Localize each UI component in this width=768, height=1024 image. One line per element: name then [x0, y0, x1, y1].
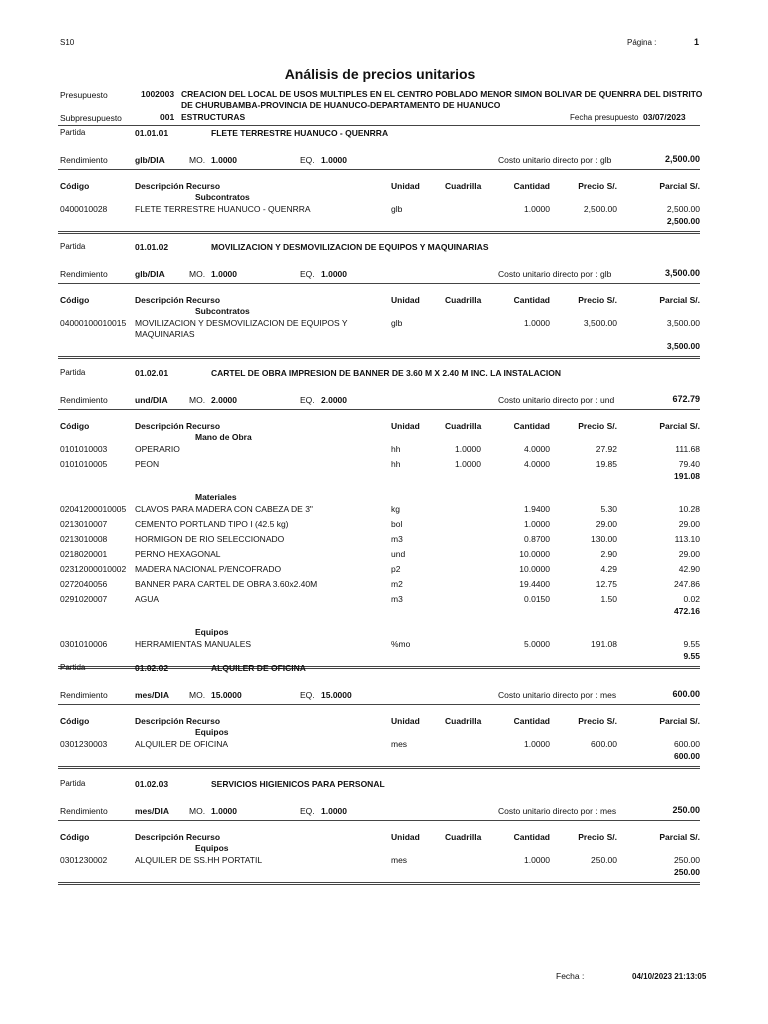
costo-unitario-label: Costo unitario directo por : mes: [498, 806, 617, 816]
group-title: Subcontratos: [195, 306, 250, 316]
resource-code: 0301010006: [60, 639, 108, 649]
partida-name: SERVICIOS HIGIENICOS PARA PERSONAL: [211, 779, 385, 789]
mo-value: 1.0000: [211, 155, 237, 165]
resource-cantidad: 1.0000: [524, 204, 550, 214]
resource-precio: 3,500.00: [583, 318, 617, 328]
resource-cantidad: 1.0000: [524, 519, 550, 529]
eq-label: EQ.: [300, 395, 315, 405]
resource-parcial: 2,500.00: [666, 204, 700, 214]
col-parcial: Parcial S/.: [659, 421, 700, 431]
eq-value: 2.0000: [321, 395, 347, 405]
col-cuadrilla: Cuadrilla: [445, 832, 482, 842]
col-codigo: Código: [60, 832, 90, 842]
footer-fecha: 04/10/2023 21:13:05: [632, 972, 707, 981]
section-divider: [58, 283, 700, 284]
col-codigo: Código: [60, 421, 90, 431]
col-unidad: Unidad: [391, 295, 420, 305]
page-label: Página :: [627, 38, 657, 47]
resource-unit: m3: [391, 534, 403, 544]
partida-code: 01.02.01: [135, 368, 169, 378]
rendimiento-unit: und/DIA: [135, 395, 168, 405]
resource-precio: 19.85: [595, 459, 617, 469]
resource-parcial: 9.55: [683, 639, 700, 649]
resource-precio: 4.29: [600, 564, 617, 574]
col-codigo: Código: [60, 295, 90, 305]
col-cuadrilla: Cuadrilla: [445, 295, 482, 305]
resource-description-cont: MAQUINARIAS: [135, 329, 195, 339]
group-title: Equipos: [195, 727, 229, 737]
fecha-presupuesto: 03/07/2023: [643, 112, 686, 122]
col-precio: Precio S/.: [578, 716, 617, 726]
resource-unit: bol: [391, 519, 403, 529]
resource-cantidad: 1.0000: [524, 855, 550, 865]
mo-label: MO.: [189, 806, 206, 816]
resource-code: 0101010005: [60, 459, 108, 469]
resource-cantidad: 1.0000: [524, 739, 550, 749]
report-code: S10: [60, 38, 75, 47]
partida-divider: [58, 356, 700, 359]
resource-code: 0272040056: [60, 579, 108, 589]
col-cantidad: Cantidad: [513, 295, 550, 305]
col-codigo: Código: [60, 716, 90, 726]
costo-unitario-label: Costo unitario directo por : mes: [498, 690, 617, 700]
resource-unit: und: [391, 549, 406, 559]
resource-description: MOVILIZACION Y DESMOVILIZACION DE EQUIPOS Y: [135, 318, 348, 328]
group-title: Mano de Obra: [195, 432, 252, 442]
resource-precio: 12.75: [595, 579, 617, 589]
subpresupuesto-description: ESTRUCTURAS: [181, 112, 246, 122]
resource-cantidad: 4.0000: [524, 444, 550, 454]
rendimiento-unit: glb/DIA: [135, 269, 165, 279]
resource-unit: hh: [391, 444, 401, 454]
presupuesto-label: Presupuesto: [60, 90, 108, 100]
presupuesto-code: 1002003: [141, 89, 175, 99]
fecha-presupuesto-label: Fecha presupuesto: [570, 113, 639, 122]
col-parcial: Parcial S/.: [659, 716, 700, 726]
col-unidad: Unidad: [391, 421, 420, 431]
resource-parcial: 29.00: [678, 519, 700, 529]
mo-value: 15.0000: [211, 690, 242, 700]
section-divider: [58, 169, 700, 170]
resource-description: CLAVOS PARA MADERA CON CABEZA DE 3": [135, 504, 313, 514]
resource-unit: glb: [391, 318, 403, 328]
group-subtotal: 472.16: [674, 606, 700, 616]
resource-cantidad: 10.0000: [519, 564, 550, 574]
resource-description: HERRAMIENTAS MANUALES: [135, 639, 252, 649]
group-title: Equipos: [195, 843, 229, 853]
mo-value: 1.0000: [211, 269, 237, 279]
resource-precio: 1.50: [600, 594, 617, 604]
col-codigo: Código: [60, 181, 90, 191]
resource-precio: 600.00: [591, 739, 617, 749]
mo-label: MO.: [189, 155, 206, 165]
eq-label: EQ.: [300, 806, 315, 816]
resource-description: ALQUILER DE SS.HH PORTATIL: [135, 855, 263, 865]
resource-cantidad: 10.0000: [519, 549, 550, 559]
col-precio: Precio S/.: [578, 295, 617, 305]
partida-label: Partida: [60, 242, 86, 251]
resource-cuadrilla: 1.0000: [455, 444, 481, 454]
rendimiento-label: Rendimiento: [60, 806, 108, 816]
col-precio: Precio S/.: [578, 421, 617, 431]
resource-parcial: 113.10: [674, 534, 700, 544]
resource-description: ALQUILER DE OFICINA: [135, 739, 229, 749]
col-descripcion: Descripción Recurso: [135, 832, 221, 842]
col-descripcion: Descripción Recurso: [135, 421, 221, 431]
col-parcial: Parcial S/.: [659, 181, 700, 191]
col-unidad: Unidad: [391, 716, 420, 726]
eq-value: 1.0000: [321, 155, 347, 165]
eq-value: 1.0000: [321, 806, 347, 816]
resource-unit: m2: [391, 579, 403, 589]
page-title: Análisis de precios unitarios: [284, 66, 476, 82]
group-subtotal: 600.00: [674, 751, 700, 761]
resource-code: 0101010003: [60, 444, 108, 454]
resource-unit: glb: [391, 204, 403, 214]
rendimiento-label: Rendimiento: [60, 690, 108, 700]
col-cantidad: Cantidad: [513, 181, 550, 191]
resource-description: OPERARIO: [135, 444, 180, 454]
resource-cuadrilla: 1.0000: [455, 459, 481, 469]
partida-divider: [58, 882, 700, 885]
rendimiento-unit: glb/DIA: [135, 155, 165, 165]
col-descripcion: Descripción Recurso: [135, 716, 221, 726]
eq-label: EQ.: [300, 269, 315, 279]
partida-code: 01.02.03: [135, 779, 169, 789]
rendimiento-label: Rendimiento: [60, 395, 108, 405]
resource-code: 04000100010015: [60, 318, 127, 328]
presupuesto-description-2: DE CHURUBAMBA-PROVINCIA DE HUANUCO-DEPARTAMENTO DE HUANUCO: [181, 100, 501, 110]
partida-label: Partida: [60, 368, 86, 377]
costo-unitario-value: 2,500.00: [664, 154, 700, 164]
resource-code: 0218020001: [60, 549, 108, 559]
resource-parcial: 42.90: [678, 564, 700, 574]
resource-precio: 191.08: [591, 639, 617, 649]
rendimiento-unit: mes/DIA: [135, 806, 170, 816]
resource-cantidad: 1.0000: [524, 318, 550, 328]
footer-fecha-label: Fecha :: [556, 971, 585, 981]
costo-unitario-label: Costo unitario directo por : glb: [498, 155, 612, 165]
resource-parcial: 3,500.00: [666, 318, 700, 328]
resource-precio: 250.00: [591, 855, 617, 865]
col-cantidad: Cantidad: [513, 421, 550, 431]
group-title: Equipos: [195, 627, 229, 637]
rendimiento-label: Rendimiento: [60, 269, 108, 279]
resource-description: PEON: [135, 459, 160, 469]
page-number: 1: [694, 37, 700, 47]
partida-label: Partida: [60, 128, 86, 137]
mo-label: MO.: [189, 269, 206, 279]
resource-cantidad: 5.0000: [524, 639, 550, 649]
col-parcial: Parcial S/.: [659, 832, 700, 842]
section-divider: [58, 820, 700, 821]
partida-code: 01.01.01: [135, 128, 169, 138]
resource-parcial: 29.00: [678, 549, 700, 559]
col-precio: Precio S/.: [578, 181, 617, 191]
partida-divider: [58, 231, 700, 234]
resource-code: 0400010028: [60, 204, 108, 214]
col-parcial: Parcial S/.: [659, 295, 700, 305]
resource-parcial: 250.00: [674, 855, 700, 865]
partida-name: MOVILIZACION Y DESMOVILIZACION DE EQUIPOS Y MAQUINARIAS: [211, 242, 489, 252]
rendimiento-unit: mes/DIA: [135, 690, 170, 700]
resource-description: BANNER PARA CARTEL DE OBRA 3.60x2.40M: [135, 579, 318, 589]
resource-precio: 2,500.00: [583, 204, 617, 214]
presupuesto-description: CREACION DEL LOCAL DE USOS MULTIPLES EN EL CENTRO POBLADO MENOR SIMON BOLIVAR DE QUENRRA DEL DISTRITO: [181, 89, 703, 99]
partida-code: 01.01.02: [135, 242, 169, 252]
resource-parcial: 247.86: [674, 579, 700, 589]
col-precio: Precio S/.: [578, 832, 617, 842]
group-subtotal: 2,500.00: [666, 216, 700, 226]
costo-unitario-label: Costo unitario directo por : glb: [498, 269, 612, 279]
resource-parcial: 0.02: [683, 594, 700, 604]
subpresupuesto-label: Subpresupuesto: [60, 113, 122, 123]
resource-description: AGUA: [135, 594, 160, 604]
group-subtotal: 9.55: [683, 651, 700, 661]
resource-precio: 29.00: [595, 519, 617, 529]
resource-cantidad: 19.4400: [519, 579, 550, 589]
costo-unitario-value: 250.00: [672, 805, 700, 815]
costo-unitario-value: 600.00: [672, 689, 700, 699]
partida-name: ALQUILER DE OFICINA: [211, 663, 306, 673]
eq-label: EQ.: [300, 155, 315, 165]
mo-value: 2.0000: [211, 395, 237, 405]
resource-code: 0301230002: [60, 855, 108, 865]
section-divider: [58, 409, 700, 410]
resource-unit: m3: [391, 594, 403, 604]
resource-code: 02041200010005: [60, 504, 127, 514]
group-title: Subcontratos: [195, 192, 250, 202]
costo-unitario-label: Costo unitario directo por : und: [498, 395, 615, 405]
mo-label: MO.: [189, 690, 206, 700]
eq-value: 1.0000: [321, 269, 347, 279]
costo-unitario-value: 672.79: [672, 394, 700, 404]
col-cuadrilla: Cuadrilla: [445, 716, 482, 726]
resource-unit: %mo: [391, 639, 411, 649]
resource-parcial: 111.68: [675, 444, 700, 454]
resource-description: PERNO HEXAGONAL: [135, 549, 221, 559]
rendimiento-label: Rendimiento: [60, 155, 108, 165]
col-cuadrilla: Cuadrilla: [445, 421, 482, 431]
resource-code: 0291020007: [60, 594, 108, 604]
resource-precio: 130.00: [591, 534, 617, 544]
resource-precio: 5.30: [600, 504, 617, 514]
resource-code: 0213010008: [60, 534, 108, 544]
header-divider: [58, 125, 700, 126]
col-unidad: Unidad: [391, 181, 420, 191]
partida-name: CARTEL DE OBRA IMPRESION DE BANNER DE 3.60 M X 2.40 M INC. LA INSTALACION: [211, 368, 561, 378]
resource-precio: 27.92: [595, 444, 617, 454]
resource-parcial: 600.00: [674, 739, 700, 749]
partida-label: Partida: [60, 779, 86, 788]
eq-value: 15.0000: [321, 690, 352, 700]
partida-divider: [58, 766, 700, 769]
col-cantidad: Cantidad: [513, 832, 550, 842]
resource-cantidad: 1.9400: [524, 504, 550, 514]
resource-unit: p2: [391, 564, 401, 574]
resource-parcial: 10.28: [678, 504, 700, 514]
section-divider: [58, 704, 700, 705]
col-descripcion: Descripción Recurso: [135, 295, 221, 305]
col-cantidad: Cantidad: [513, 716, 550, 726]
resource-description: MADERA NACIONAL P/ENCOFRADO: [135, 564, 282, 574]
group-title: Materiales: [195, 492, 237, 502]
resource-description: FLETE TERRESTRE HUANUCO - QUENRRA: [135, 204, 311, 214]
resource-code: 02312000010002: [60, 564, 127, 574]
partida-code: 01.02.02: [135, 663, 169, 673]
resource-cantidad: 4.0000: [524, 459, 550, 469]
col-cuadrilla: Cuadrilla: [445, 181, 482, 191]
col-unidad: Unidad: [391, 832, 420, 842]
resource-unit: kg: [391, 504, 400, 514]
resource-precio: 2.90: [600, 549, 617, 559]
resource-unit: hh: [391, 459, 401, 469]
resource-unit: mes: [391, 739, 408, 749]
resource-code: 0301230003: [60, 739, 108, 749]
mo-value: 1.0000: [211, 806, 237, 816]
resource-unit: mes: [391, 855, 408, 865]
group-subtotal: 191.08: [674, 471, 700, 481]
resource-code: 0213010007: [60, 519, 108, 529]
resource-description: HORMIGON DE RIO SELECCIONADO: [135, 534, 285, 544]
resource-parcial: 79.40: [678, 459, 700, 469]
group-subtotal: 3,500.00: [666, 341, 700, 351]
partida-label: Partida: [60, 663, 86, 672]
subpresupuesto-code: 001: [160, 112, 175, 122]
group-subtotal: 250.00: [674, 867, 700, 877]
eq-label: EQ.: [300, 690, 315, 700]
costo-unitario-value: 3,500.00: [664, 268, 700, 278]
resource-description: CEMENTO PORTLAND TIPO I (42.5 kg): [135, 519, 289, 529]
col-descripcion: Descripción Recurso: [135, 181, 221, 191]
partida-name: FLETE TERRESTRE HUANUCO - QUENRRA: [211, 128, 389, 138]
resource-cantidad: 0.8700: [524, 534, 550, 544]
resource-cantidad: 0.0150: [524, 594, 550, 604]
mo-label: MO.: [189, 395, 206, 405]
